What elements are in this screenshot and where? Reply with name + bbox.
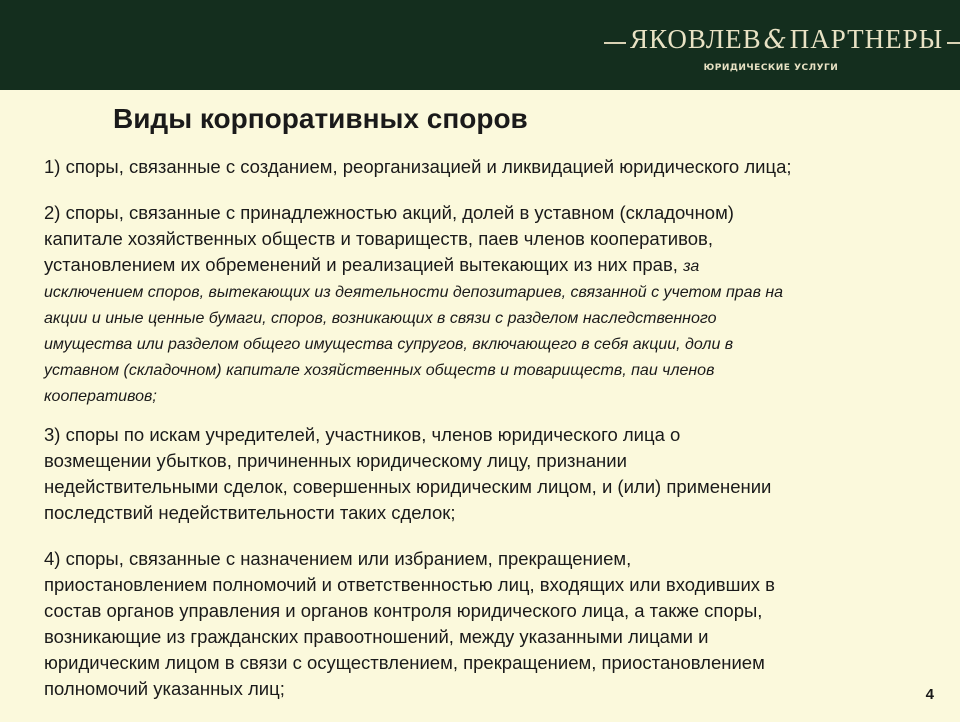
logo-ampersand: &: [763, 25, 788, 55]
list-item-2: [44, 200, 924, 408]
logo-right-word: ПАРТНЕРЫ: [789, 24, 944, 54]
list-item-3: 3) споры по искам учредителей, участников, членов юридического лица о возмещении убытков, причиненных юридическому лицу, признании недействительными сделок, совершенных юридическим лицом, и (или) применении последствий недействительности таких сделок;: [44, 424, 772, 523]
disputes-list: [44, 154, 924, 722]
company-logo: [600, 22, 942, 75]
list-item-4: 4) споры, связанные с назначением или избранием, прекращением, приостановлением полномочий и ответственностью лиц, входящих или входивших в состав органов управления и органов контроля юридического лица, а также споры, возникающие из гражданских правоотношений, между указанными лицами и юридическим лицом в связи с осуществлением, прекращением, приостановлением полномочий указанных лиц;: [44, 548, 776, 699]
page-title: Виды корпоративных споров: [113, 103, 528, 134]
logo-dash-left: [604, 42, 626, 44]
list-item-2-text: 2) споры, связанные с принадлежностью акций, долей в уставном (складочном) капитале хозяйственных обществ и товариществ, паев членов кооперативов, установлением их обременений и реализацией вытекающих из них прав,: [44, 202, 734, 275]
logo-subtitle: ЮРИДИЧЕСКИЕ УСЛУГИ: [703, 63, 839, 73]
header-banner: [0, 0, 960, 90]
logo-left-word: ЯКОВЛЕВ: [630, 24, 762, 54]
page-number: 4: [925, 686, 934, 703]
list-item-1: 1) споры, связанные с созданием, реорганизацией и ликвидацией юридического лица;: [44, 156, 792, 177]
list-item-2-exception: за исключением споров, вытекающих из деятельности депозитариев, связанной с учетом прав на акции и иные ценные бумаги, споров, возникающих в связи с разделом наследственного имущества или разделом общего имущества супругов, включающего в себя акции, доли в уставном (складочном) капитале хозяйственных обществ и товариществ, паи членов кооперативов;: [44, 258, 784, 405]
logo-wordmark: [600, 22, 942, 57]
logo-dash-right: [947, 42, 960, 44]
